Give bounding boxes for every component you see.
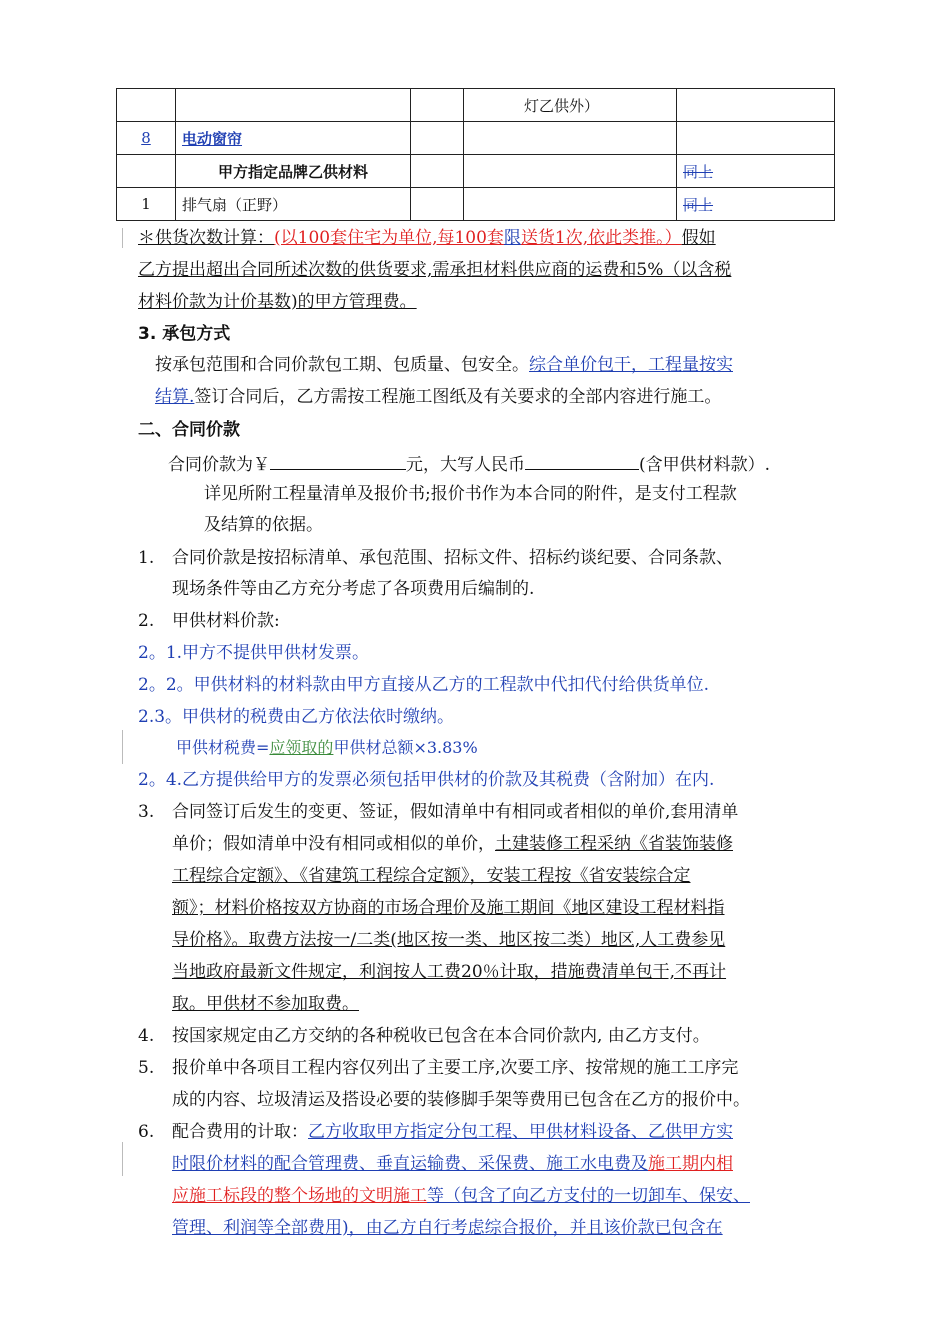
text-span: 土建装修工程采纳《省装饰装修	[495, 834, 733, 854]
list-item	[138, 800, 738, 824]
supply-label: ＊供货次数计算：	[138, 228, 274, 248]
item-number: 2.	[138, 611, 155, 631]
change-bar	[122, 1142, 123, 1176]
item-number: 6.	[138, 1122, 155, 1142]
text-span: 元，大写人民币	[406, 455, 525, 475]
list-item: 2。1.甲方不提供甲供材发票。	[138, 643, 370, 663]
text-span: 报价单中各项目工程内容仅列出了主要工序,次要工序、按常规的施工工序完	[172, 1058, 739, 1078]
item-number: 5.	[138, 1058, 155, 1078]
table-cell	[117, 155, 176, 188]
table-cell: 8	[117, 122, 176, 155]
paragraph-line: 额》；材料价格按双方协商的市场合理价及施工期间《地区建设工程材料指	[172, 898, 725, 918]
table-cell	[464, 188, 677, 221]
table-cell	[464, 155, 677, 188]
table-cell	[117, 89, 176, 122]
text-span: 结算.	[155, 387, 195, 407]
text-span: 合同签订后发生的变更、签证，假如清单中有相同或者相似的单价,套用清单	[172, 802, 739, 822]
paragraph-line: 成的内容、垃圾清运及搭设必要的装修脚手架等费用已包含在乙方的报价中。	[172, 1090, 750, 1110]
paragraph-line: 现场条件等由乙方充分考虑了各项费用后编制的.	[172, 579, 535, 599]
text-span: 等（包含了向乙方支付的一切卸车、保安、	[427, 1186, 750, 1206]
amount-blank	[270, 451, 406, 470]
change-bar	[122, 730, 123, 764]
list-item	[138, 1024, 710, 1048]
table-cell	[464, 122, 677, 155]
table-cell: 同上	[677, 188, 835, 221]
supply-text: 假如	[681, 228, 716, 248]
supply-line-2: 乙方提出超出合同所述次数的供货要求,需承担材料供应商的运费和5%（以含税	[138, 260, 732, 280]
text-span: 施工期内相	[648, 1154, 733, 1174]
text-span: 按国家规定由乙方交纳的各种税收已包含在本合同价款内, 由乙方支付。	[172, 1026, 710, 1046]
item-number: 4.	[138, 1026, 155, 1046]
tax-formula	[176, 736, 478, 760]
text-span: 单价；假如清单中没有相同或相似的单价，	[172, 834, 495, 854]
list-item	[138, 546, 733, 570]
table-cell	[411, 188, 464, 221]
paragraph-line	[168, 451, 770, 477]
list-item: 2.3。甲供材的税费由乙方依法依时缴纳。	[138, 707, 455, 727]
paragraph-line: 及结算的依据。	[204, 515, 323, 535]
section-title: 二、合同价款	[138, 420, 240, 440]
text-span: 签订合同后，乙方需按工程施工图纸及有关要求的全部内容进行施工。	[194, 387, 722, 407]
amount-words-blank	[525, 451, 639, 470]
text-span: 甲供材税费=	[176, 738, 270, 757]
table-cell	[677, 89, 835, 122]
table-cell	[677, 122, 835, 155]
table-cell	[411, 89, 464, 122]
paragraph-line: 管理、利润等全部费用)，由乙方自行考虑综合报价，并且该价款已包含在	[172, 1218, 723, 1238]
text-span: 合同价款为￥	[168, 455, 270, 475]
text-span: 甲供材料价款:	[172, 611, 280, 631]
paragraph-line	[172, 1152, 733, 1176]
paragraph-line	[155, 353, 733, 377]
table-row	[117, 155, 835, 188]
paragraph-line: 工程综合定额》、《省建筑工程综合定额》，安装工程按《省安装综合定	[172, 866, 691, 886]
text-span: 综合单价包干，工程量按实	[529, 355, 733, 375]
table-row	[117, 122, 835, 155]
table-cell: 同上	[677, 155, 835, 188]
text-span: 合同价款是按招标清单、承包范围、招标文件、招标约谈纪要、合同条款、	[172, 548, 733, 568]
table-row	[117, 188, 835, 221]
supply-rule-end: 送货1次,依此类推。）	[520, 228, 682, 248]
supply-line-3: 材料价款为计价基数)的甲方管理费。	[138, 292, 417, 312]
list-item	[138, 1120, 733, 1144]
table-cell: 甲方指定品牌乙供材料	[176, 155, 411, 188]
section-title: 3. 承包方式	[138, 324, 231, 344]
table-cell	[411, 155, 464, 188]
list-item	[138, 1056, 738, 1080]
text-span: 时限价材料的配合管理费、垂直运输费、采保费、施工水电费及	[172, 1154, 648, 1174]
list-item: 2。2。甲供材料的材料款由甲方直接从乙方的工程款中代扣代付给供货单位.	[138, 675, 710, 695]
list-item	[138, 609, 280, 633]
table-cell: 电动窗帘	[176, 122, 411, 155]
item-number: 1.	[138, 548, 155, 568]
item-number: 3.	[138, 802, 155, 822]
change-bar	[122, 228, 123, 248]
list-item: 2。4.乙方提供给甲方的发票必须包括甲供材的价款及其税费（含附加）在内.	[138, 770, 715, 790]
paragraph-line	[172, 1184, 750, 1208]
supply-line-1	[138, 226, 716, 250]
supply-rule: (以100套住宅为单位,每100套	[274, 228, 504, 248]
paragraph-line: 当地政府最新文件规定，利润按人工费20％计取，措施费清单包干,不再计	[172, 962, 727, 982]
materials-table	[116, 88, 835, 221]
supply-limit: 限	[503, 228, 521, 248]
text-span: 乙方收取甲方指定分包工程、甲供材料设备、乙供甲方实	[308, 1122, 733, 1142]
paragraph-line	[172, 832, 733, 856]
table-cell: 排气扇（正野）	[176, 188, 411, 221]
text-span: 应领取的	[269, 738, 334, 757]
text-span: 配合费用的计取：	[172, 1122, 308, 1142]
text-span: 甲供材总额×3.83%	[333, 738, 478, 757]
text-span: 应施工标段的整个场地的文明施工	[172, 1186, 427, 1206]
table-row	[117, 89, 835, 122]
paragraph-line: 取。甲供材不参加取费。	[172, 994, 359, 1014]
text-span: 按承包范围和合同价款包工期、包质量、包安全。	[155, 355, 529, 375]
table-cell	[411, 122, 464, 155]
table-cell	[176, 89, 411, 122]
paragraph-line: 导价格》。取费方法按一/二类(地区按一类、地区按二类）地区,人工费参见	[172, 930, 726, 950]
paragraph-line	[155, 385, 721, 409]
table-cell: 灯乙供外）	[464, 89, 677, 122]
text-span: (含甲供材料款）.	[639, 455, 771, 475]
paragraph-line: 详见所附工程量清单及报价书;报价书作为本合同的附件，是支付工程款	[204, 484, 737, 504]
table-cell: 1	[117, 188, 176, 221]
